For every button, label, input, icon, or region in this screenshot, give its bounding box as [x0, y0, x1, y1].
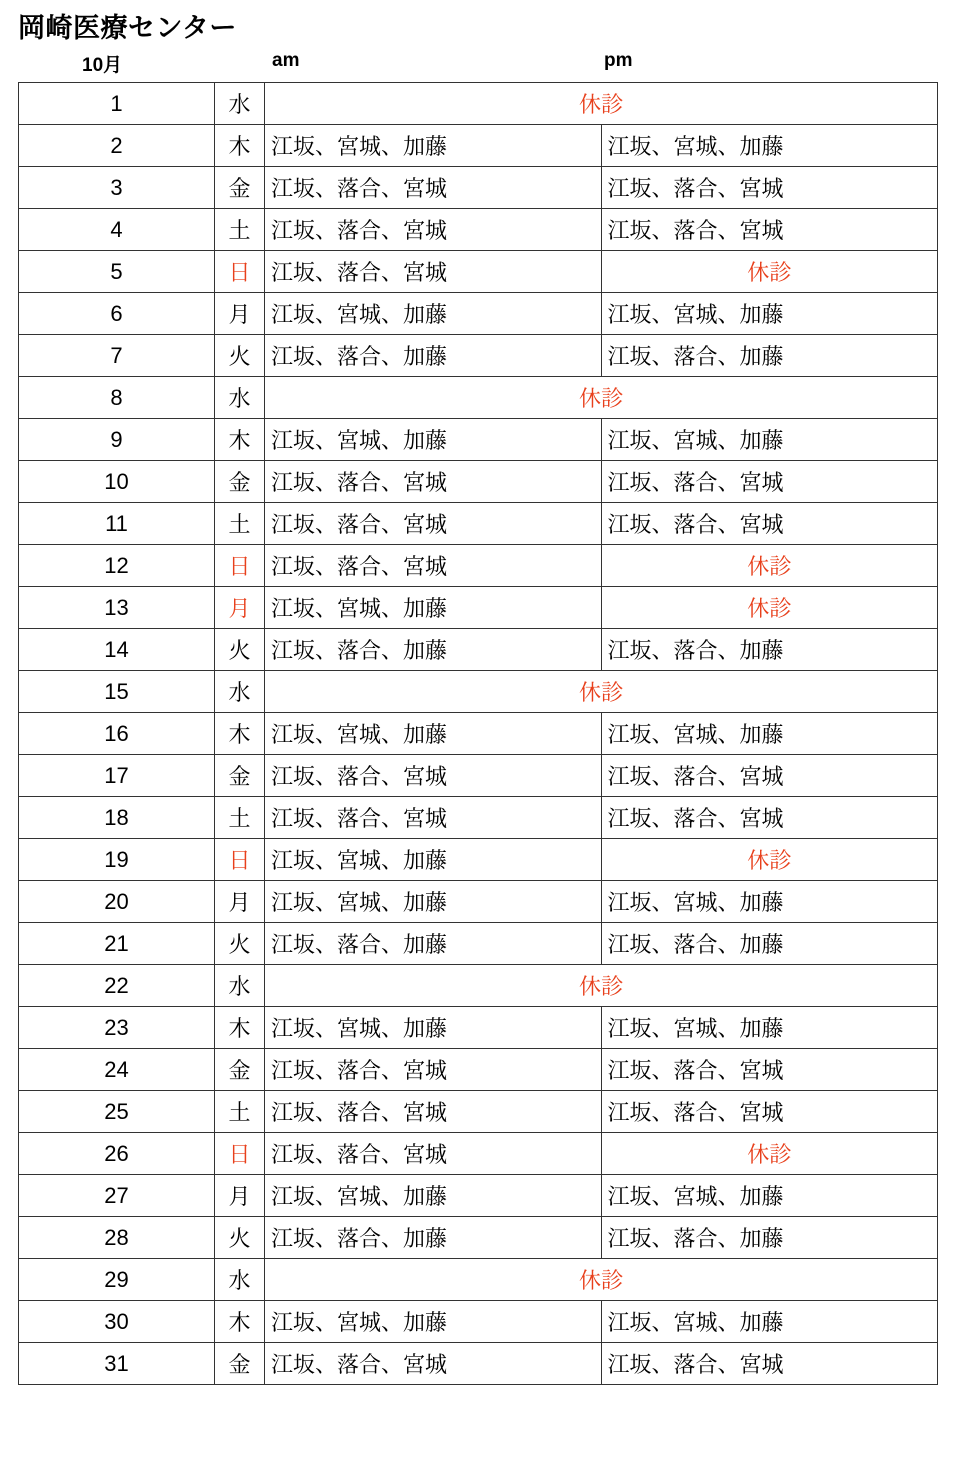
cell-am-doctors: 江坂、宮城、加藤 — [265, 881, 602, 923]
cell-day-of-week: 月 — [215, 1175, 265, 1217]
table-row — [19, 1049, 938, 1091]
table-row — [19, 923, 938, 965]
cell-day: 23 — [19, 1007, 215, 1049]
cell-day-of-week: 木 — [215, 1301, 265, 1343]
cell-day: 19 — [19, 839, 215, 881]
cell-day: 15 — [19, 671, 215, 713]
cell-am-doctors: 江坂、宮城、加藤 — [265, 125, 602, 167]
cell-am-doctors: 江坂、落合、宮城 — [265, 755, 602, 797]
cell-day: 16 — [19, 713, 215, 755]
cell-am-doctors: 江坂、宮城、加藤 — [265, 587, 602, 629]
cell-day-of-week: 金 — [215, 167, 265, 209]
table-row — [19, 587, 938, 629]
cell-am-doctors: 江坂、宮城、加藤 — [265, 419, 602, 461]
cell-day-of-week: 火 — [215, 1217, 265, 1259]
table-row — [19, 503, 938, 545]
cell-day: 25 — [19, 1091, 215, 1133]
cell-day: 2 — [19, 125, 215, 167]
schedule-table-body — [19, 83, 938, 1385]
cell-pm-doctors: 江坂、宮城、加藤 — [601, 125, 938, 167]
cell-pm-doctors: 江坂、落合、宮城 — [601, 755, 938, 797]
cell-day: 1 — [19, 83, 215, 125]
cell-day-of-week: 日 — [215, 251, 265, 293]
cell-day: 31 — [19, 1343, 215, 1385]
cell-pm-doctors: 休診 — [601, 839, 938, 881]
cell-day: 3 — [19, 167, 215, 209]
table-row — [19, 251, 938, 293]
table-row — [19, 335, 938, 377]
table-row — [19, 839, 938, 881]
table-row — [19, 377, 938, 419]
cell-day-of-week: 水 — [215, 1259, 265, 1301]
cell-am-doctors: 江坂、落合、加藤 — [265, 923, 602, 965]
cell-day-of-week: 火 — [215, 923, 265, 965]
cell-pm-doctors: 休診 — [601, 251, 938, 293]
cell-am-doctors: 江坂、落合、宮城 — [265, 545, 602, 587]
cell-day: 29 — [19, 1259, 215, 1301]
cell-am-doctors: 江坂、落合、宮城 — [265, 461, 602, 503]
table-row — [19, 713, 938, 755]
schedule-table — [18, 82, 938, 1385]
cell-day-of-week: 金 — [215, 755, 265, 797]
cell-closed-all-day: 休診 — [265, 83, 938, 125]
table-row — [19, 629, 938, 671]
cell-day-of-week: 月 — [215, 881, 265, 923]
table-row — [19, 797, 938, 839]
cell-pm-doctors: 江坂、落合、加藤 — [601, 1217, 938, 1259]
cell-am-doctors: 江坂、宮城、加藤 — [265, 1301, 602, 1343]
table-row — [19, 755, 938, 797]
cell-day: 18 — [19, 797, 215, 839]
cell-pm-doctors: 江坂、宮城、加藤 — [601, 1007, 938, 1049]
cell-am-doctors: 江坂、宮城、加藤 — [265, 1175, 602, 1217]
cell-am-doctors: 江坂、落合、宮城 — [265, 797, 602, 839]
cell-am-doctors: 江坂、落合、宮城 — [265, 209, 602, 251]
table-row — [19, 461, 938, 503]
cell-day-of-week: 土 — [215, 503, 265, 545]
cell-day-of-week: 木 — [215, 125, 265, 167]
cell-day-of-week: 金 — [215, 1343, 265, 1385]
am-column-header: am — [272, 50, 300, 72]
cell-pm-doctors: 休診 — [601, 587, 938, 629]
cell-day-of-week: 水 — [215, 671, 265, 713]
cell-day-of-week: 水 — [215, 83, 265, 125]
cell-pm-doctors: 江坂、宮城、加藤 — [601, 1175, 938, 1217]
cell-pm-doctors: 江坂、落合、加藤 — [601, 629, 938, 671]
table-row — [19, 881, 938, 923]
table-row — [19, 125, 938, 167]
cell-pm-doctors: 江坂、落合、宮城 — [601, 167, 938, 209]
cell-day-of-week: 火 — [215, 629, 265, 671]
table-row — [19, 167, 938, 209]
cell-day-of-week: 日 — [215, 1133, 265, 1175]
cell-day-of-week: 金 — [215, 1049, 265, 1091]
cell-day: 26 — [19, 1133, 215, 1175]
cell-closed-all-day: 休診 — [265, 1259, 938, 1301]
cell-day-of-week: 水 — [215, 377, 265, 419]
cell-am-doctors: 江坂、宮城、加藤 — [265, 1007, 602, 1049]
cell-day: 21 — [19, 923, 215, 965]
cell-am-doctors: 江坂、宮城、加藤 — [265, 713, 602, 755]
table-row — [19, 1301, 938, 1343]
cell-pm-doctors: 江坂、宮城、加藤 — [601, 293, 938, 335]
table-row — [19, 545, 938, 587]
cell-pm-doctors: 江坂、落合、宮城 — [601, 503, 938, 545]
cell-am-doctors: 江坂、落合、宮城 — [265, 167, 602, 209]
cell-am-doctors: 江坂、落合、宮城 — [265, 503, 602, 545]
cell-day: 17 — [19, 755, 215, 797]
cell-day: 24 — [19, 1049, 215, 1091]
column-headers — [0, 50, 956, 78]
table-row — [19, 1007, 938, 1049]
cell-day-of-week: 木 — [215, 1007, 265, 1049]
cell-am-doctors: 江坂、落合、宮城 — [265, 1049, 602, 1091]
table-row — [19, 965, 938, 1007]
cell-pm-doctors: 江坂、宮城、加藤 — [601, 1301, 938, 1343]
table-row — [19, 293, 938, 335]
cell-pm-doctors: 江坂、落合、宮城 — [601, 209, 938, 251]
table-row — [19, 1217, 938, 1259]
cell-day: 8 — [19, 377, 215, 419]
table-row — [19, 83, 938, 125]
cell-am-doctors: 江坂、落合、宮城 — [265, 1091, 602, 1133]
cell-day-of-week: 金 — [215, 461, 265, 503]
cell-day-of-week: 土 — [215, 209, 265, 251]
cell-day-of-week: 月 — [215, 293, 265, 335]
cell-pm-doctors: 江坂、落合、宮城 — [601, 461, 938, 503]
cell-day: 14 — [19, 629, 215, 671]
cell-am-doctors: 江坂、宮城、加藤 — [265, 293, 602, 335]
cell-pm-doctors: 江坂、宮城、加藤 — [601, 713, 938, 755]
cell-day-of-week: 土 — [215, 1091, 265, 1133]
cell-day: 10 — [19, 461, 215, 503]
cell-day-of-week: 月 — [215, 587, 265, 629]
cell-am-doctors: 江坂、宮城、加藤 — [265, 839, 602, 881]
cell-day: 20 — [19, 881, 215, 923]
cell-pm-doctors: 江坂、落合、加藤 — [601, 335, 938, 377]
cell-am-doctors: 江坂、落合、宮城 — [265, 1343, 602, 1385]
cell-pm-doctors: 江坂、落合、宮城 — [601, 1049, 938, 1091]
cell-pm-doctors: 江坂、落合、加藤 — [601, 923, 938, 965]
table-row — [19, 1343, 938, 1385]
cell-pm-doctors: 休診 — [601, 545, 938, 587]
schedule-page — [0, 12, 956, 1385]
cell-am-doctors: 江坂、落合、加藤 — [265, 1217, 602, 1259]
cell-day: 9 — [19, 419, 215, 461]
cell-day: 5 — [19, 251, 215, 293]
cell-pm-doctors: 江坂、宮城、加藤 — [601, 419, 938, 461]
month-label: 10月 — [82, 55, 123, 77]
cell-day-of-week: 水 — [215, 965, 265, 1007]
cell-day-of-week: 木 — [215, 713, 265, 755]
cell-am-doctors: 江坂、落合、加藤 — [265, 335, 602, 377]
cell-day: 27 — [19, 1175, 215, 1217]
cell-day: 7 — [19, 335, 215, 377]
cell-day: 6 — [19, 293, 215, 335]
cell-day: 22 — [19, 965, 215, 1007]
cell-day: 11 — [19, 503, 215, 545]
table-row — [19, 209, 938, 251]
pm-column-header: pm — [604, 50, 633, 72]
cell-closed-all-day: 休診 — [265, 377, 938, 419]
table-row — [19, 1175, 938, 1217]
cell-day: 12 — [19, 545, 215, 587]
cell-pm-doctors: 江坂、落合、宮城 — [601, 797, 938, 839]
cell-day: 28 — [19, 1217, 215, 1259]
cell-day-of-week: 木 — [215, 419, 265, 461]
cell-am-doctors: 江坂、落合、加藤 — [265, 629, 602, 671]
cell-pm-doctors: 江坂、落合、宮城 — [601, 1343, 938, 1385]
cell-day-of-week: 火 — [215, 335, 265, 377]
table-row — [19, 419, 938, 461]
cell-day: 30 — [19, 1301, 215, 1343]
table-row — [19, 671, 938, 713]
cell-day-of-week: 日 — [215, 545, 265, 587]
cell-am-doctors: 江坂、落合、宮城 — [265, 1133, 602, 1175]
page-title: 岡崎医療センター — [18, 13, 237, 43]
cell-closed-all-day: 休診 — [265, 671, 938, 713]
cell-am-doctors: 江坂、落合、宮城 — [265, 251, 602, 293]
cell-day: 4 — [19, 209, 215, 251]
cell-day-of-week: 日 — [215, 839, 265, 881]
cell-closed-all-day: 休診 — [265, 965, 938, 1007]
cell-day: 13 — [19, 587, 215, 629]
cell-pm-doctors: 休診 — [601, 1133, 938, 1175]
cell-pm-doctors: 江坂、宮城、加藤 — [601, 881, 938, 923]
table-row — [19, 1133, 938, 1175]
table-row — [19, 1091, 938, 1133]
cell-day-of-week: 土 — [215, 797, 265, 839]
cell-pm-doctors: 江坂、落合、宮城 — [601, 1091, 938, 1133]
table-row — [19, 1259, 938, 1301]
